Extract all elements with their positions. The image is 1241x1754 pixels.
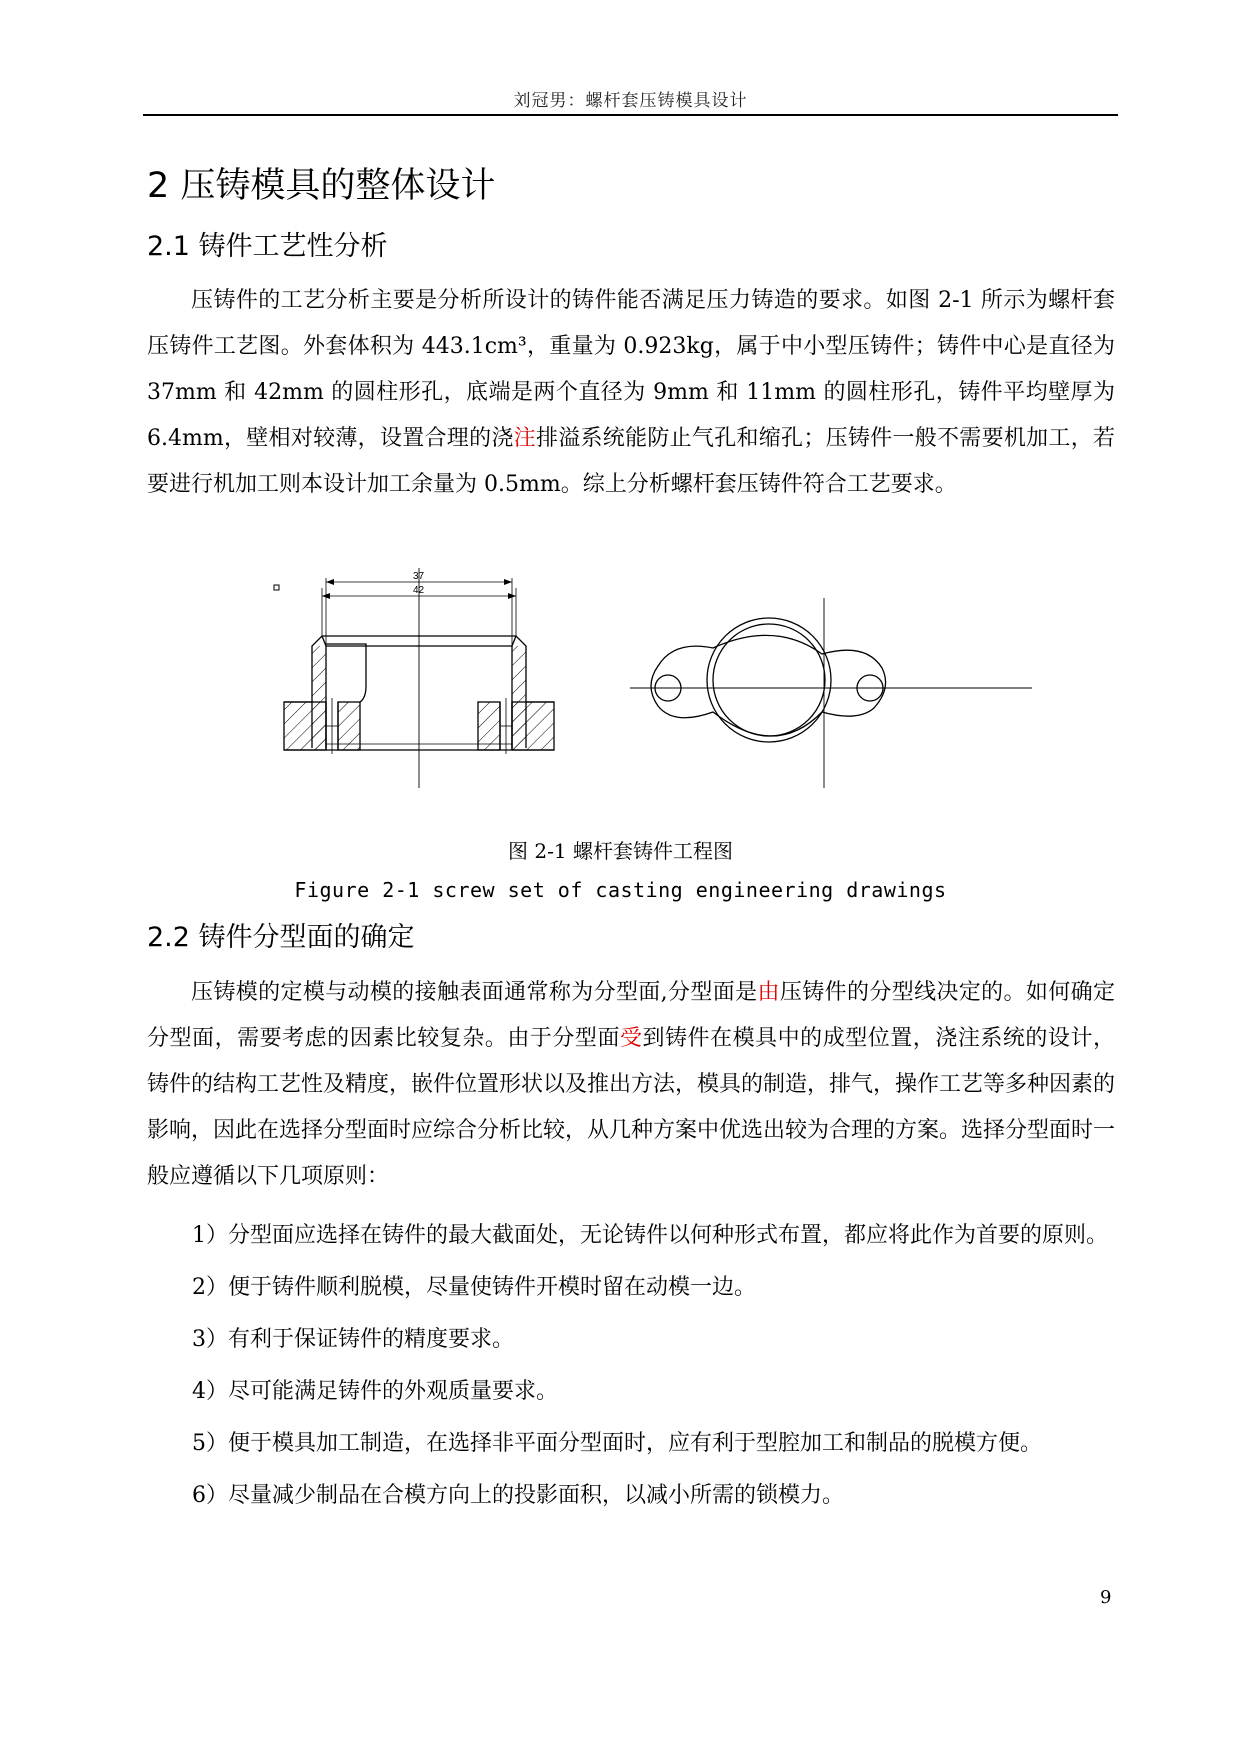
list-item: 2）便于铸件顺利脱模，尽量使铸件开模时留在动模一边。 [192,1275,756,1300]
section-title-2-1: 2.1 铸件工艺性分析 [147,231,388,262]
highlighted-char: 受 [619,1026,643,1051]
section-2-2-paragraph [147,970,1115,1200]
paragraph-text: 到铸件在模具中的成型位置，浇注系统的设计，铸件的结构工艺性及精度，嵌件位置形状以及推出方法，模具的制造，排气，操作工艺等多种因素的影响，因此在选择分型面时应综合分析比较，从几种方案中优选出较为合理的方案。选择分型面时一般应遵循以下几项原则： [147,1026,1116,1189]
marker-square [274,585,279,590]
dimension-37: 37 [413,571,425,582]
list-item: 4）尽可能满足铸件的外观质量要求。 [192,1379,558,1404]
header-rule [143,114,1118,116]
left-flange-inner [338,702,360,750]
highlighted-char: 由 [757,980,780,1005]
section-2-1-paragraph [147,278,1115,508]
outer-circle [707,618,831,742]
list-item: 6）尽量减少制品在合模方向上的投影面积，以减小所需的锁模力。 [192,1483,844,1508]
engineering-drawing [270,568,1040,830]
figure-caption-en: Figure 2-1 screw set of casting engineering drawings [294,878,947,902]
list-item: 3）有利于保证铸件的精度要求。 [192,1327,514,1352]
list-item: 1）分型面应选择在铸件的最大截面处，无论铸件以何种形式布置，都应将此作为首要的原则。 [192,1223,1109,1248]
page-number: 9 [1100,1587,1112,1608]
paragraph-text: 压铸件的工艺分析主要是分析所设计的铸件能否满足压力铸造的要求。如图 2-1 所示为螺杆套压铸件工艺图。外套体积为 443.1cm³，重量为 0.923kg，属于中小型压铸件；铸件中心是直径为 37mm 和 42mm 的圆柱形孔，底端是两个直径为 9mm 和 11mm 的圆柱形孔，铸件平均壁厚为 6.4mm，壁相对较薄，设置合理的浇 [147,288,1115,451]
section-title-2-2: 2.2 铸件分型面的确定 [147,922,415,953]
list-item: 5）便于模具加工制造，在选择非平面分型面时，应有利于型腔加工和制品的脱模方便。 [192,1431,1042,1456]
highlighted-char: 注 [513,426,536,451]
flange-outline [651,635,886,736]
figure-caption-cn: 图 2-1 螺杆套铸件工程图 [508,839,733,863]
paragraph-text: 压铸模的定模与动模的接触表面通常称为分型面,分型面是 [191,980,758,1005]
top-view [630,598,1032,788]
principles-list [192,1214,1118,1526]
inner-circle [713,624,825,736]
paragraph-text: 压铸件的分型线决定的。如何确定分型面，需要考虑的因素比较复杂。由于分型面 [147,980,1115,1051]
section-view [284,568,554,788]
right-flange-inner [478,702,500,750]
paragraph-text: 排溢系统能防止气孔和缩孔；压铸件一般不需要机加工，若要进行机加工则本设计加工余量为 0.5mm。综上分析螺杆套压铸件符合工艺要求。 [147,426,1115,497]
dimension-42: 42 [413,585,425,596]
running-header: 刘冠男：螺杆套压铸模具设计 [513,91,748,111]
chapter-title: 2 压铸模具的整体设计 [147,166,496,206]
